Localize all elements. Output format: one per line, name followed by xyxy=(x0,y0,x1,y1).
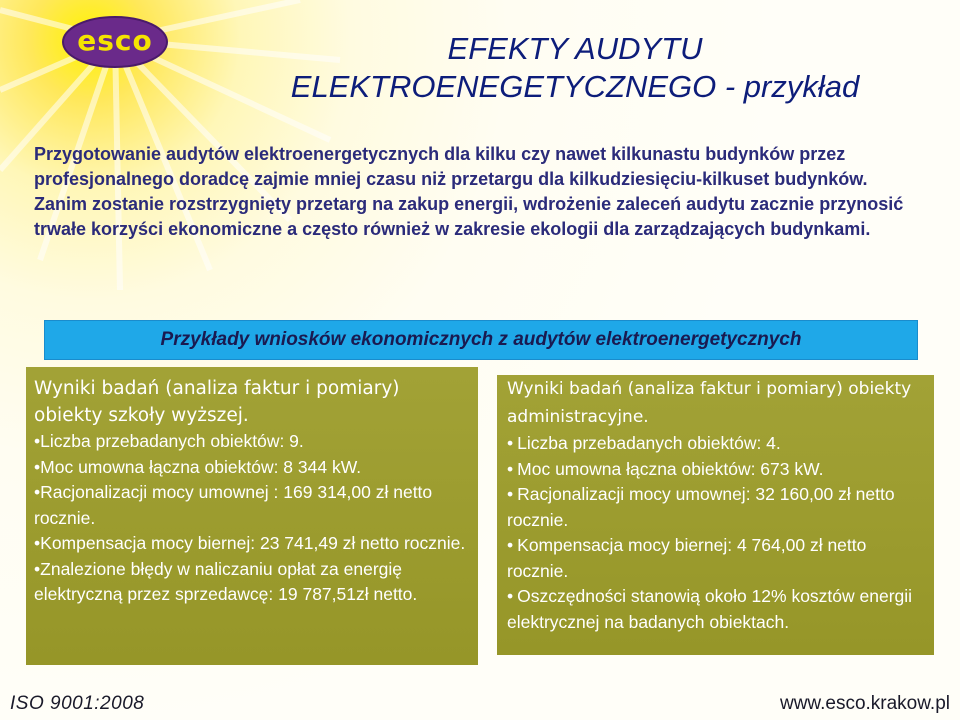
list-item: •Znalezione błędy w naliczaniu opłat za energię elektryczną przez sprzedawcę: 19 787,51zł netto. xyxy=(34,558,418,604)
intro-paragraph-1: Przygotowanie audytów elektroenergetycznych dla kilku czy nawet kilkunastu budynków przez profesjonalnego doradcę zajmie mniej czasu niż przetargu dla kilkudziesięciu-kilkuset budynków. xyxy=(34,144,868,189)
intro-text xyxy=(34,142,934,242)
bullet-icon: • xyxy=(507,484,514,504)
website-link[interactable]: www.esco.krakow.pl xyxy=(779,693,950,714)
bullet-icon: • xyxy=(34,558,41,579)
bullet-icon: • xyxy=(34,533,41,553)
examples-banner xyxy=(44,320,918,360)
list-item: •Racjonalizacji mocy umownej : 169 314,00 zł netto rocznie. xyxy=(34,482,433,528)
list-item: • Racjonalizacji mocy umownej: 32 160,00 zł netto rocznie. xyxy=(507,484,895,530)
bullet-icon: • xyxy=(34,431,41,451)
right-results-box xyxy=(497,375,934,655)
bullet-icon: • xyxy=(34,482,41,502)
title-line-1: EFEKTY AUDYTU xyxy=(447,31,703,66)
list-item: • Liczba przebadanych obiektów: 4. xyxy=(507,433,781,453)
list-item: •Kompensacja mocy biernej: 23 741,49 zł netto rocznie. xyxy=(34,533,466,553)
list-item: • Kompensacja mocy biernej: 4 764,00 zł netto rocznie. xyxy=(507,535,867,581)
bullet-icon: • xyxy=(507,433,514,453)
intro-paragraph-2: Zanim zostanie rozstrzygnięty przetarg na zakup energii, wdrożenie zaleceń audytu zacznie przynosić trwałe korzyści ekonomiczne a często również w zakresie ekologii dla zarządzających budynkami. xyxy=(34,194,904,239)
page-title xyxy=(250,30,900,106)
right-box-heading: Wyniki badań (analiza faktur i pomiary) obiekty administracyjne. xyxy=(507,379,912,427)
list-item: •Liczba przebadanych obiektów: 9. xyxy=(34,431,304,451)
list-item: • Oszczędności stanowią około 12% kosztów energii elektrycznej na badanych obiektach. xyxy=(507,586,913,632)
list-item: • Moc umowna łączna obiektów: 673 kW. xyxy=(507,458,824,479)
bullet-icon: • xyxy=(507,586,514,606)
iso-certification-label: ISO 9001:2008 xyxy=(10,693,145,714)
banner-text: Przykłady wniosków ekonomicznych z audytów elektroenergetycznych xyxy=(160,329,802,350)
esco-logo-text: esco xyxy=(77,24,153,57)
list-item: •Moc umowna łączna obiektów: 8 344 kW. xyxy=(34,456,362,477)
bullet-icon: • xyxy=(507,535,514,555)
bullet-icon: • xyxy=(34,456,41,477)
left-box-heading: Wyniki badań (analiza faktur i pomiary) obiekty szkoły wyższej. xyxy=(34,378,400,426)
bullet-icon: • xyxy=(507,458,514,479)
left-results-box xyxy=(26,367,478,665)
title-line-2: ELEKTROENEGETYCZNEGO - przykład xyxy=(290,69,860,104)
